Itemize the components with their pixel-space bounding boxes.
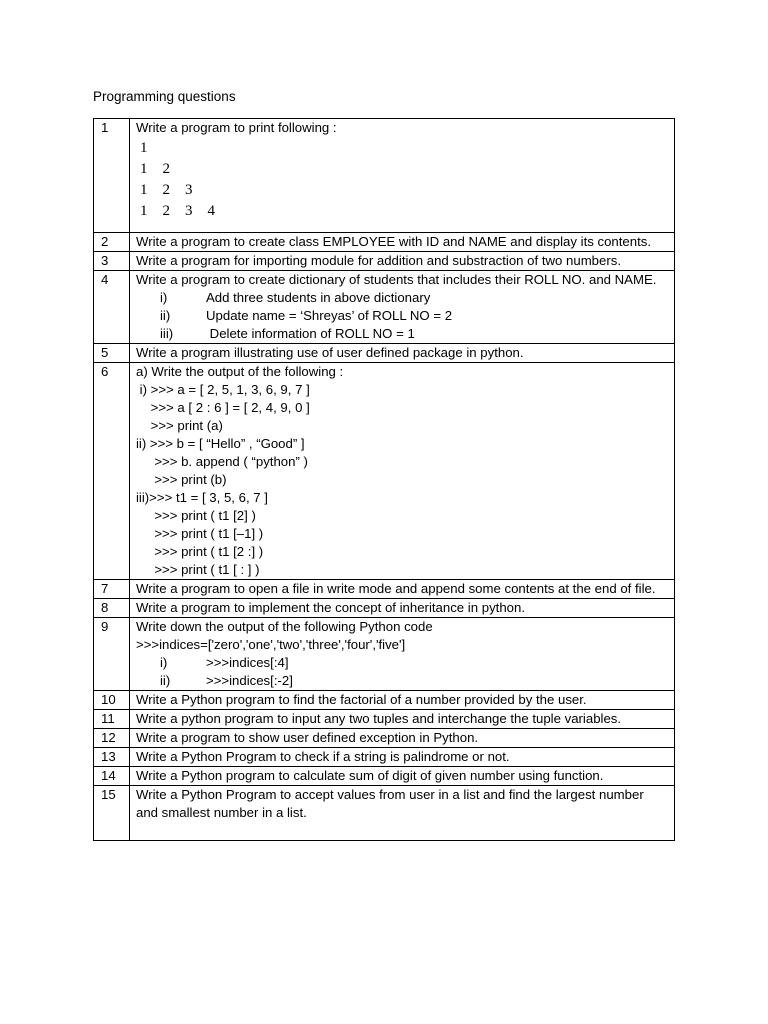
code-line: i) >>> a = [ 2, 5, 1, 3, 6, 9, 7 ]	[136, 382, 310, 397]
question-row	[94, 710, 675, 729]
question-row	[94, 271, 675, 344]
code-line: >>> print ( t1 [2 :] )	[136, 544, 264, 559]
pattern-row: 1 2	[140, 161, 170, 177]
question-text	[130, 119, 675, 233]
question-text: Write a Python Program to check if a string is palindrome or not.	[136, 749, 510, 764]
question-text: Write a Python program to find the factorial of a number provided by the user.	[136, 692, 587, 707]
question-row	[94, 344, 675, 363]
sub-item-text: Update name = ‘Shreyas’ of ROLL NO = 2	[206, 308, 453, 323]
code-line: >>> print (a)	[136, 418, 223, 433]
question-number: 4	[94, 271, 130, 344]
sub-item-text: Delete information of ROLL NO = 1	[206, 326, 415, 341]
document-title: Programming questions	[93, 89, 236, 104]
sub-item-text: Add three students in above dictionary	[206, 290, 431, 305]
questions-table	[93, 118, 675, 841]
question-text: Write a Python Program to accept values from user in a list and find the largest number and smallest number in a list.	[136, 787, 644, 820]
question-row	[94, 691, 675, 710]
question-number: 15	[94, 786, 130, 841]
code-line: >>>indices=['zero','one','two','three','four','five']	[136, 637, 406, 652]
question-row	[94, 233, 675, 252]
question-number: 10	[94, 691, 130, 710]
question-number: 1	[94, 119, 130, 233]
question-line: Write a program to print following :	[136, 120, 337, 135]
pattern-row: 1 2 3 4	[140, 203, 215, 219]
question-number: 9	[94, 618, 130, 691]
sub-item-numeral: i)	[160, 290, 168, 305]
question-row	[94, 599, 675, 618]
question-number: 12	[94, 729, 130, 748]
question-row	[94, 580, 675, 599]
code-line: >>> print ( t1 [2] )	[136, 508, 256, 523]
question-number: 7	[94, 580, 130, 599]
question-row	[94, 618, 675, 691]
question-number: 2	[94, 233, 130, 252]
sub-item	[136, 289, 666, 307]
question-row	[94, 786, 675, 841]
question-row	[94, 363, 675, 580]
code-line: >>> a [ 2 : 6 ] = [ 2, 4, 9, 0 ]	[136, 400, 310, 415]
question-number: 11	[94, 710, 130, 729]
sub-item-numeral: i)	[160, 655, 168, 670]
sub-item-numeral: ii)	[160, 308, 171, 323]
question-row	[94, 252, 675, 271]
question-text: Write a program for importing module for addition and substraction of two numbers.	[136, 253, 621, 268]
sub-item	[136, 325, 666, 343]
question-row	[94, 748, 675, 767]
question-text: Write a python program to input any two tuples and interchange the tuple variables.	[136, 711, 622, 726]
question-text: Write a Python program to calculate sum of digit of given number using function.	[136, 768, 604, 783]
question-number: 6	[94, 363, 130, 580]
question-text: Write a program to implement the concept of inheritance in python.	[136, 600, 525, 615]
sub-item	[136, 672, 666, 690]
question-text: Write a program illustrating use of user defined package in python.	[136, 345, 524, 360]
question-number: 3	[94, 252, 130, 271]
sub-item-numeral: ii)	[160, 673, 171, 688]
code-line: >>> b. append ( “python” )	[136, 454, 308, 469]
question-line: Write down the output of the following Python code	[136, 619, 433, 634]
sub-item-text: >>>indices[:4]	[206, 655, 289, 670]
question-number: 5	[94, 344, 130, 363]
pattern-row: 1	[140, 140, 148, 156]
code-line: iii)>>> t1 = [ 3, 5, 6, 7 ]	[136, 490, 268, 505]
question-row	[94, 729, 675, 748]
question-number: 13	[94, 748, 130, 767]
question-text: Write a program to open a file in write mode and append some contents at the end of file.	[136, 581, 656, 596]
sub-item	[136, 654, 666, 672]
sub-item-text: >>>indices[:-2]	[206, 673, 293, 688]
code-line: >>> print ( t1 [–1] )	[136, 526, 264, 541]
code-line: >>> print (b)	[136, 472, 227, 487]
code-line: a) Write the output of the following :	[136, 364, 344, 379]
question-row	[94, 767, 675, 786]
sub-item	[136, 307, 666, 325]
pattern-row: 1 2 3	[140, 182, 193, 198]
question-row	[94, 119, 675, 233]
code-line: ii) >>> b = [ “Hello” , “Good” ]	[136, 436, 305, 451]
code-line: >>> print ( t1 [ : ] )	[136, 562, 260, 577]
question-number: 14	[94, 767, 130, 786]
sub-item-numeral: iii)	[160, 326, 174, 341]
question-number: 8	[94, 599, 130, 618]
question-text: Write a program to create class EMPLOYEE with ID and NAME and display its contents.	[136, 234, 652, 249]
question-text: Write a program to create dictionary of students that includes their ROLL NO. and NAME.	[136, 272, 657, 287]
question-text: Write a program to show user defined exception in Python.	[136, 730, 479, 745]
